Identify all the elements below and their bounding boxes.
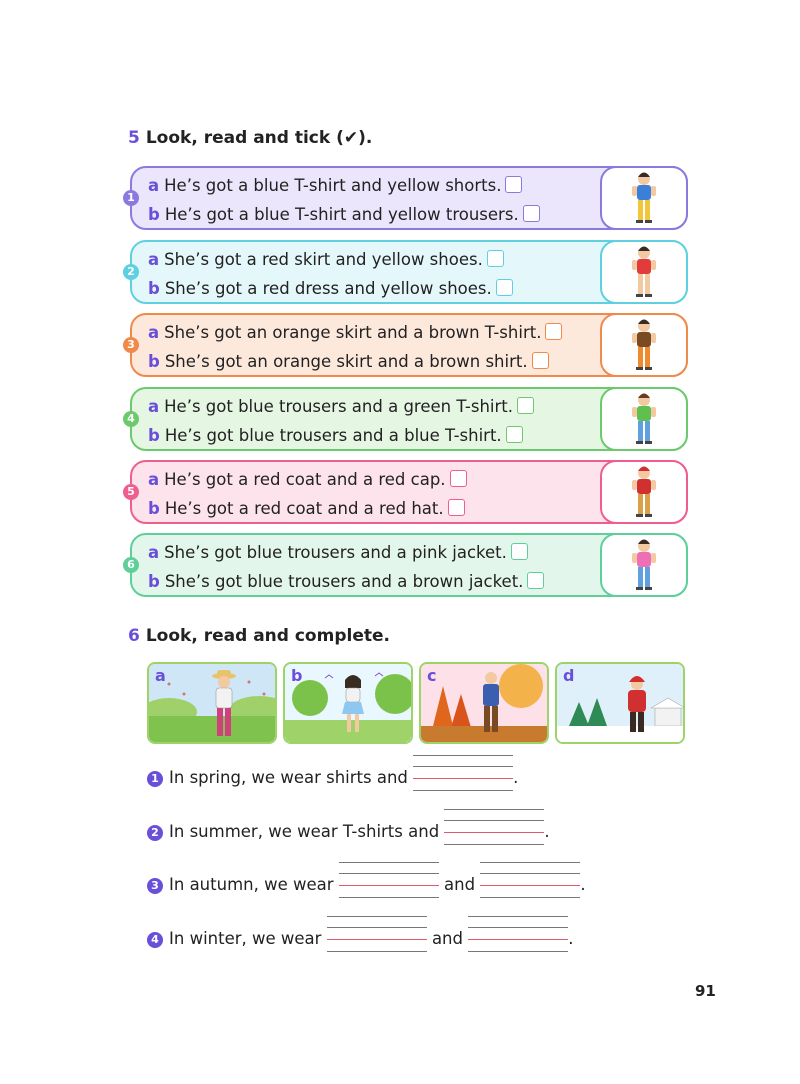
option-a [148, 397, 534, 416]
option-letter: a [148, 250, 160, 269]
complete-sentence-2 [147, 822, 550, 841]
sentence-end: . [544, 822, 550, 841]
scene-label: c [427, 666, 437, 685]
exercise-6-title [128, 626, 390, 646]
option-text: He’s got blue trousers and a blue T-shirt. [164, 426, 502, 445]
child-illustration [602, 315, 686, 375]
complete-sentence-1 [147, 768, 518, 787]
tick-item-1 [127, 166, 688, 230]
exercise-number: 6 [128, 626, 140, 646]
complete-sentence-4 [147, 929, 573, 948]
sentence-text: In summer, we wear T-shirts and [169, 822, 440, 841]
child-illustration [602, 168, 686, 228]
option-text: She’s got a red dress and yellow shoes. [164, 279, 492, 298]
option-letter: b [148, 426, 160, 445]
answer-blank[interactable] [468, 932, 568, 944]
autumn-illustration [421, 664, 549, 744]
item-number-badge: 4 [123, 411, 139, 427]
option-text: She’s got blue trousers and a pink jacket. [164, 543, 507, 562]
complete-sentence-3 [147, 875, 586, 894]
tick-box-b[interactable] [527, 572, 544, 589]
tick-box-a[interactable] [505, 176, 522, 193]
option-letter: b [148, 572, 160, 591]
answer-blank[interactable] [339, 878, 439, 890]
scene-winter [555, 662, 685, 744]
tick-box-b[interactable] [496, 279, 513, 296]
child-picture [600, 240, 688, 304]
option-text: She’s got a red skirt and yellow shoes. [164, 250, 483, 269]
option-b [148, 205, 540, 224]
spring-illustration [149, 664, 277, 744]
tick-item-3 [127, 313, 688, 377]
tick-box-b[interactable] [506, 426, 523, 443]
item-number-badge: 1 [123, 190, 139, 206]
scene-label: d [563, 666, 575, 685]
option-a [148, 470, 467, 489]
exercise-number: 5 [128, 128, 140, 148]
option-letter: b [148, 352, 160, 371]
option-letter: a [148, 323, 160, 342]
option-text: She’s got an orange skirt and a brown shirt. [164, 352, 528, 371]
tick-item-5 [127, 460, 688, 524]
sentence-text: In spring, we wear shirts and [169, 768, 408, 787]
sentence-text: In autumn, we wear [169, 875, 334, 894]
summer-illustration [285, 664, 413, 744]
option-a [148, 543, 528, 562]
tick-item-6 [127, 533, 688, 597]
scene-autumn [419, 662, 549, 744]
page-number: 91 [695, 982, 716, 1000]
option-b [148, 279, 513, 298]
option-text: He’s got blue trousers and a green T-shirt. [164, 397, 513, 416]
child-illustration [602, 462, 686, 522]
tick-item-4 [127, 387, 688, 451]
option-letter: b [148, 279, 160, 298]
option-letter: b [148, 205, 160, 224]
item-number-badge: 5 [123, 484, 139, 500]
option-letter: a [148, 470, 160, 489]
child-picture [600, 533, 688, 597]
option-letter: a [148, 543, 160, 562]
item-number-badge: 2 [123, 264, 139, 280]
option-a [148, 250, 504, 269]
option-text: He’s got a blue T-shirt and yellow trousers. [164, 205, 519, 224]
option-text: He’s got a red coat and a red hat. [164, 499, 444, 518]
sentence-number: 3 [147, 878, 163, 894]
child-illustration [602, 242, 686, 302]
tick-item-2 [127, 240, 688, 304]
tick-box-a[interactable] [517, 397, 534, 414]
option-text: She’s got blue trousers and a brown jacket. [164, 572, 524, 591]
option-a [148, 323, 562, 342]
option-text: He’s got a red coat and a red cap. [164, 470, 446, 489]
tick-box-a[interactable] [450, 470, 467, 487]
option-text: He’s got a blue T-shirt and yellow shorts. [164, 176, 502, 195]
scene-spring [147, 662, 277, 744]
answer-blank[interactable] [413, 771, 513, 783]
sentence-text: In winter, we wear [169, 929, 322, 948]
option-b [148, 426, 523, 445]
option-letter: a [148, 397, 160, 416]
sentence-end: . [580, 875, 586, 894]
sentence-number: 4 [147, 932, 163, 948]
scene-label: b [291, 666, 303, 685]
child-picture [600, 387, 688, 451]
tick-box-b[interactable] [532, 352, 549, 369]
tick-box-b[interactable] [448, 499, 465, 516]
child-illustration [602, 535, 686, 595]
scene-summer [283, 662, 413, 744]
scene-label: a [155, 666, 166, 685]
sentence-conjunction: and [444, 875, 476, 894]
sentence-number: 2 [147, 825, 163, 841]
tick-box-b[interactable] [523, 205, 540, 222]
item-number-badge: 3 [123, 337, 139, 353]
child-picture [600, 313, 688, 377]
option-b [148, 572, 544, 591]
answer-blank[interactable] [444, 825, 544, 837]
sentence-conjunction: and [431, 929, 463, 948]
tick-box-a[interactable] [487, 250, 504, 267]
tick-box-a[interactable] [545, 323, 562, 340]
answer-blank[interactable] [327, 932, 427, 944]
child-picture [600, 166, 688, 230]
sentence-end: . [513, 768, 519, 787]
option-letter: b [148, 499, 160, 518]
option-a [148, 176, 522, 195]
child-illustration [602, 389, 686, 449]
option-b [148, 352, 549, 371]
exercise-5-title [128, 128, 372, 148]
sentence-end: . [568, 929, 574, 948]
option-b [148, 499, 465, 518]
option-letter: a [148, 176, 160, 195]
exercise-instruction: Look, read and complete. [145, 626, 390, 646]
exercise-instruction: Look, read and tick (✔). [145, 128, 373, 148]
option-text: She’s got an orange skirt and a brown T-shirt. [164, 323, 542, 342]
answer-blank[interactable] [480, 878, 580, 890]
sentence-number: 1 [147, 771, 163, 787]
winter-illustration [557, 664, 685, 744]
tick-box-a[interactable] [511, 543, 528, 560]
child-picture [600, 460, 688, 524]
item-number-badge: 6 [123, 557, 139, 573]
